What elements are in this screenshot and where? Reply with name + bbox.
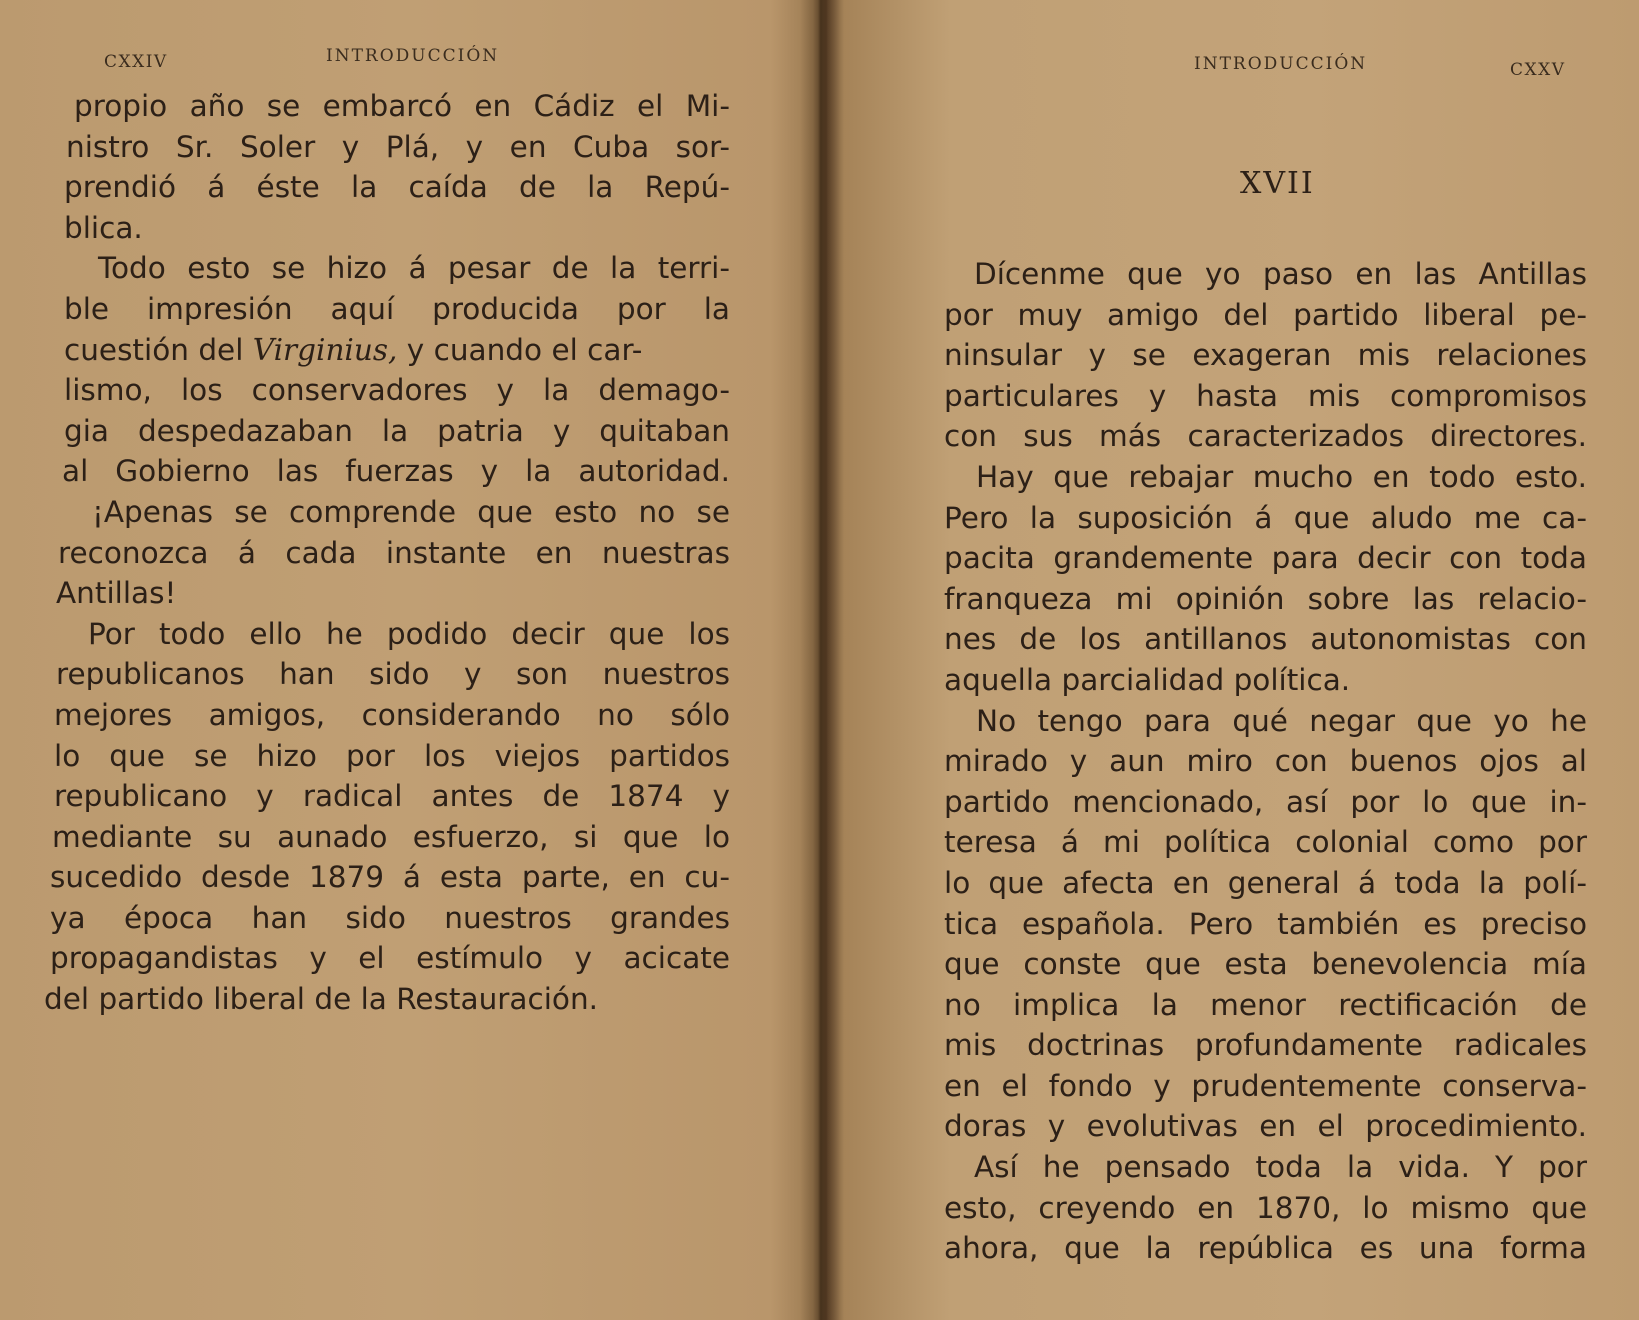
body-line: pacita grandemente para decir con toda <box>944 541 1587 576</box>
body-line: Dícenme que yo paso en las Antillas <box>974 257 1587 291</box>
left-page-running-head: INTRODUCCIÓN <box>326 46 500 66</box>
body-line: mediante su aunado esfuerzo, si que lo <box>52 819 730 854</box>
body-text-fragment: cuestión del <box>64 332 244 367</box>
body-text-fragment: y cuando el car- <box>406 332 643 367</box>
body-line: republicano y radical antes de 1874 y <box>54 779 730 814</box>
body-line: mis doctrinas profundamente radicales <box>944 1028 1587 1063</box>
body-line: propio año se embarcó en Cádiz el Mi- <box>74 89 730 123</box>
body-line: por muy amigo del partido liberal pe- <box>944 297 1587 332</box>
body-line: gia despedazaban la patria y quitaban <box>64 413 730 448</box>
body-line: ble impresión aquí producida por la <box>64 291 730 326</box>
body-line: que conste que esta benevolencia mía <box>944 947 1587 982</box>
body-line: particulares y hasta mis compromisos <box>944 378 1587 413</box>
body-line: Hay que rebajar mucho en todo esto. <box>976 459 1587 494</box>
body-line: nes de los antillanos autonomistas con <box>944 622 1587 657</box>
body-line: del partido liberal de la Restauración. <box>44 982 599 1017</box>
body-line: lo que afecta en general á toda la polí- <box>944 865 1587 900</box>
body-line: esto, creyendo en 1870, lo mismo que <box>944 1190 1587 1225</box>
body-line: franqueza mi opinión sobre las relacio- <box>944 581 1587 616</box>
body-line: al Gobierno las fuerzas y la autoridad. <box>62 454 730 489</box>
body-line: aquella parcialidad política. <box>944 662 1351 697</box>
body-line: lo que se hizo por los viejos partidos <box>54 738 730 773</box>
body-line: reconozca á cada instante en nuestras <box>58 535 730 570</box>
body-line: propagandistas y el estímulo y acicate <box>50 941 730 976</box>
right-page-body <box>944 254 1587 1269</box>
body-line-with-italic <box>50 330 730 371</box>
body-line: tica española. Pero también es preciso <box>944 906 1587 941</box>
right-page-running-head: INTRODUCCIÓN <box>1194 54 1368 74</box>
body-line: Así he pensado toda la vida. Y por <box>974 1150 1587 1185</box>
body-line: ninsular y se exageran mis relaciones <box>944 338 1587 373</box>
body-line: prendió á éste la caída de la Repú- <box>64 170 730 205</box>
body-line: ¡Apenas se comprende que esto no se <box>92 494 730 529</box>
body-line: sucedido desde 1879 á esta parte, en cu- <box>50 860 730 895</box>
left-page-folio: CXXIV <box>104 52 168 72</box>
body-line: Todo esto se hizo á pesar de la terri- <box>98 251 730 286</box>
body-line: No tengo para qué negar que yo he <box>976 703 1587 738</box>
body-line: blica. <box>64 210 143 245</box>
right-page-folio: CXXV <box>1510 60 1566 80</box>
body-line: doras y evolutivas en el procedimiento. <box>944 1109 1587 1144</box>
body-line: nistro Sr. Soler y Plá, y en Cuba sor- <box>66 129 730 164</box>
body-line: en el fondo y prudentemente conserva- <box>944 1068 1587 1103</box>
body-line: Por todo ello he podido decir que los <box>88 616 730 651</box>
body-line: Pero la suposición á que aludo me ca- <box>944 500 1587 535</box>
body-line: teresa á mi política colonial como por <box>944 825 1587 860</box>
section-number: XVII <box>1240 166 1315 201</box>
body-line: lismo, los conservadores y la demago- <box>64 373 730 408</box>
italic-title: Virginius, <box>252 332 398 367</box>
body-line: ahora, que la república es una forma <box>944 1231 1587 1266</box>
body-line: ya época han sido nuestros grandes <box>50 900 730 935</box>
left-page-body <box>44 86 730 1020</box>
body-line: Antillas! <box>56 576 177 611</box>
body-line: no implica la menor rectificación de <box>944 987 1587 1022</box>
body-line: mejores amigos, considerando no sólo <box>54 697 730 732</box>
body-line: republicanos han sido y son nuestros <box>56 657 730 692</box>
body-line: mirado y aun miro con buenos ojos al <box>944 744 1587 779</box>
body-line: con sus más caracterizados directores. <box>944 419 1587 454</box>
body-line: partido mencionado, así por lo que in- <box>944 784 1587 819</box>
